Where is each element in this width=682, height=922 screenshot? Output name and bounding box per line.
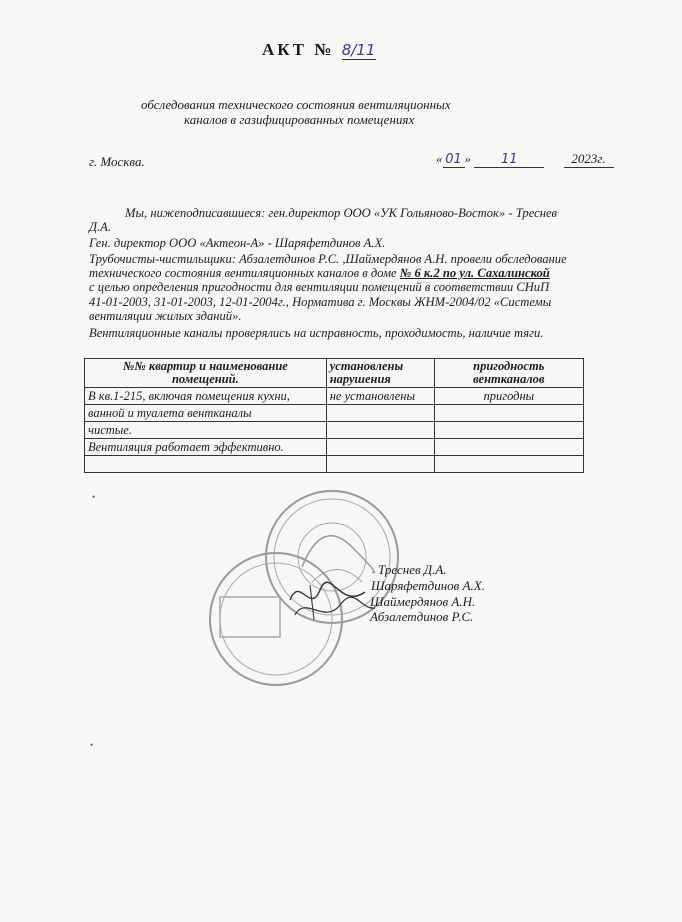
scan-mark: • — [92, 492, 96, 502]
table-row — [85, 422, 584, 439]
table-cell — [434, 456, 583, 473]
date-month: 11 — [474, 152, 544, 168]
inspection-table — [84, 358, 584, 473]
table-cell — [434, 422, 583, 439]
table-cell: не установлены — [326, 388, 434, 405]
body-line-7: 41-01-2003, 31-01-2003, 12-01-2004г., Норматива г. Москвы ЖНМ-2004/02 «Системы — [89, 295, 552, 309]
body-line-9: Вентиляционные каналы проверялись на исправность, проходимость, наличие тяги. — [89, 326, 544, 340]
table-header-suitability: пригодность вентканалов — [434, 359, 583, 388]
body-line-1: Мы, нижеподписавшиеся: ген.директор ООО «УК Гольяново-Восток» - Треснев — [125, 206, 558, 220]
table-header-violations: установлены нарушения — [326, 359, 434, 388]
table-cell: пригодны — [434, 388, 583, 405]
table-cell — [326, 456, 434, 473]
table-cell: ванной и туалета вентканалы — [85, 405, 327, 422]
signatory-name: Абзалетдинов Р.С. — [370, 609, 474, 624]
city: г. Москва. — [89, 154, 145, 169]
table-cell — [434, 439, 583, 456]
body-line-8: вентиляции жилых зданий». — [89, 309, 242, 323]
table-header-apartments: №№ квартир и наименование помещений. — [85, 359, 327, 388]
table-cell — [326, 439, 434, 456]
handwritten-signatures — [280, 570, 380, 630]
act-title-label: АКТ № — [262, 40, 335, 59]
body-line-5-text: технического состояния вентиляционных каналов в доме — [89, 266, 397, 280]
document-date: « 01 » 11 2023г. — [436, 151, 614, 168]
table-cell: В кв.1-215, включая помещения кухни, — [85, 388, 327, 405]
subtitle-line-2: каналов в газифицированных помещениях — [184, 112, 415, 127]
signatory-name: Шаряфетдинов А.Х. — [371, 578, 485, 593]
body-line-2: Д.А. — [89, 220, 112, 234]
signatory-name: Треснев Д.А. — [378, 562, 447, 577]
table-header-row — [85, 359, 584, 388]
table-cell — [326, 405, 434, 422]
body-line-3: Ген. директор ООО «Актеон-А» - Шаряфетдинов А.Х. — [89, 236, 386, 250]
act-number: 8/11 — [341, 41, 376, 59]
act-title — [262, 40, 376, 60]
date-year: 2023г. — [564, 151, 614, 168]
body-line-4: Трубочисты-чистильщики: Абзалетдинов Р.С. ,Шаймердянов А.Н. провели обследование — [89, 252, 567, 266]
house-address: № 6 к.2 по ул. Сахалинской — [399, 266, 550, 280]
table-row — [85, 388, 584, 405]
table-cell: чистые. — [85, 422, 327, 439]
body-line-5 — [89, 266, 550, 281]
table-cell: Вентиляция работает эффективно. — [85, 439, 327, 456]
table-row — [85, 405, 584, 422]
table-row — [85, 439, 584, 456]
date-day: 01 — [443, 152, 465, 168]
subtitle-line-1: обследования технического состояния вентиляционных — [141, 97, 451, 112]
signatory-name: Шаймердянов А.Н. — [370, 594, 476, 609]
table-cell — [326, 422, 434, 439]
table-cell — [434, 405, 583, 422]
table-row — [85, 456, 584, 473]
scan-mark: • — [90, 740, 94, 750]
body-line-6: с целью определения пригодности для вентиляции помещений в соответствии СНиП — [89, 280, 550, 294]
table-cell — [85, 456, 327, 473]
